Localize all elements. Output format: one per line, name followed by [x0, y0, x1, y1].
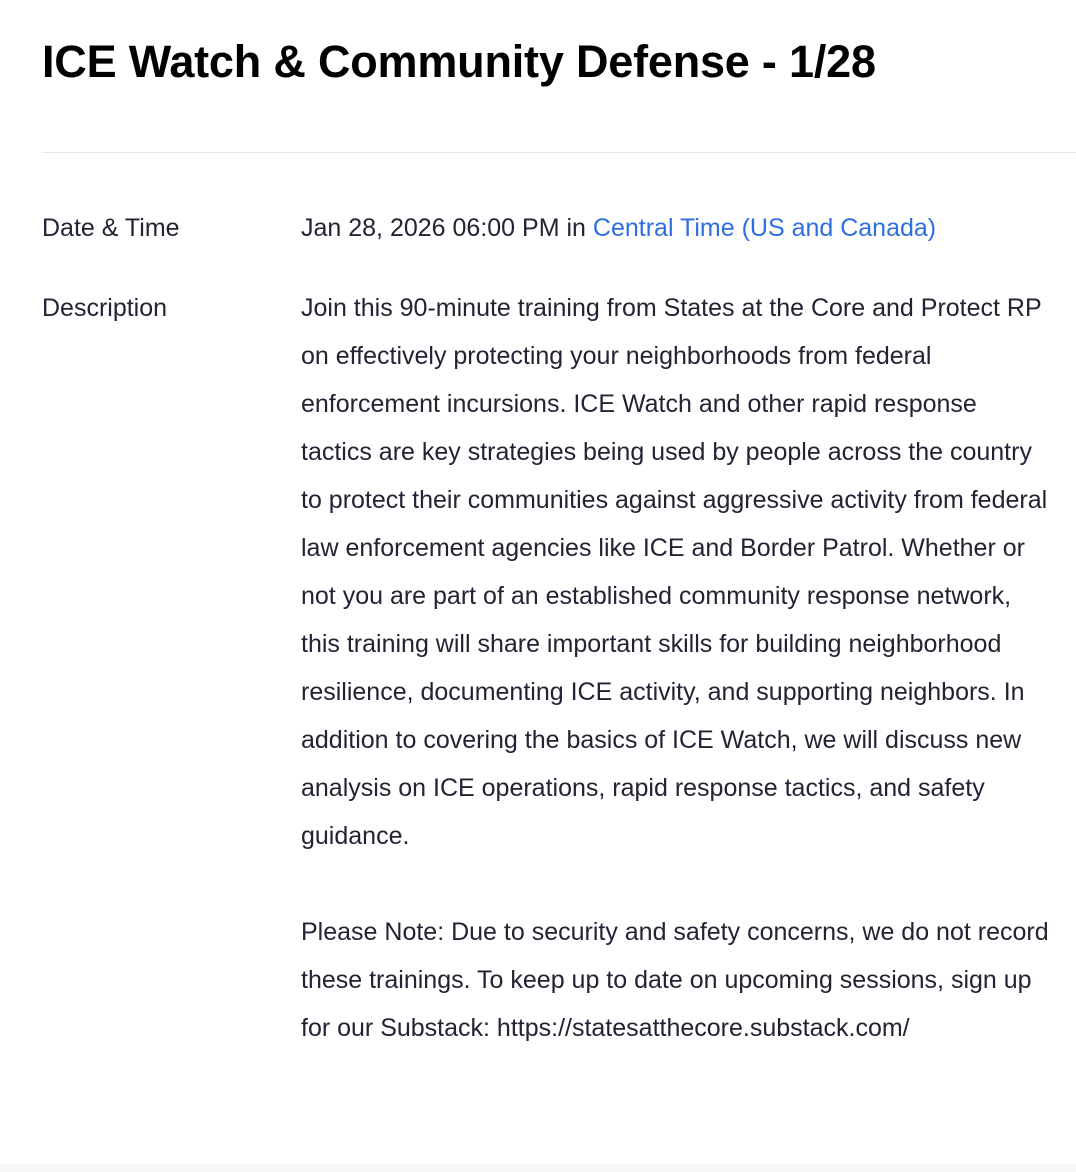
datetime-text: Jan 28, 2026 06:00 PM — [301, 214, 560, 242]
datetime-label: Date & Time — [42, 214, 180, 242]
description-label: Description — [42, 294, 168, 322]
datetime-connector: in — [566, 214, 586, 242]
paragraph-spacer — [301, 860, 1061, 908]
timezone-link[interactable]: Central Time (US and Canada) — [592, 214, 937, 242]
datetime-value — [301, 204, 1061, 252]
header-divider — [42, 152, 1076, 153]
description-value — [301, 284, 1061, 1052]
page-title: ICE Watch & Community Defense - 1/28 — [42, 36, 876, 87]
bottom-edge — [0, 1164, 1076, 1172]
description-note-paragraph: Please Note: Due to security and safety concerns, we do not record these trainings. To keep up to date on upcoming sessions, sign up for our Substack: https://statesatthecore.substack.com/ — [301, 918, 1049, 1042]
description-paragraph: Join this 90-minute training from States at the Core and Protect RP on effectively protecting your neighborhoods from federal enforcement incursions. ICE Watch and other rapid response tactics are key strategies being used by people across the country to protect their communities against aggressive activity from federal law enforcement agencies like ICE and Border Patrol. Whether or not you are part of an established community response network, this training will share important skills for building neighborhood resilience, documenting ICE activity, and supporting neighbors. In addition to covering the basics of ICE Watch, we will discuss new analysis on ICE operations, rapid response tactics, and safety guidance. — [301, 294, 1048, 850]
